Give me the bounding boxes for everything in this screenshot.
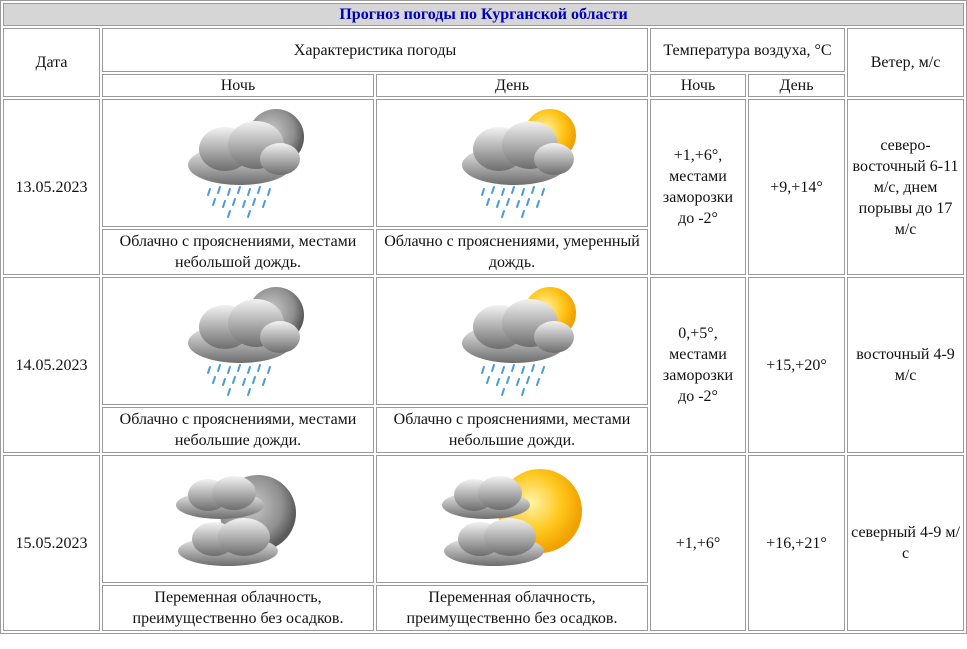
day-description: Переменная облачность, преимущественно без осадков.: [376, 585, 648, 631]
table-title: Прогноз погоды по Курганской области: [3, 3, 964, 26]
wind-cell: северо-восточный 6-11 м/с, днем порывы до 17 м/с: [847, 99, 964, 275]
header-day: День: [376, 74, 648, 97]
day-description: Облачно с прояснениями, умеренный дождь.: [376, 229, 648, 275]
row-date: 15.05.2023: [3, 455, 100, 631]
header-night: Ночь: [102, 74, 374, 97]
temp-day-cell: +9,+14°: [748, 99, 845, 275]
day-weather-image: [376, 277, 648, 405]
cloud-rain-moon-icon: [158, 281, 318, 401]
row-date: 14.05.2023: [3, 277, 100, 453]
temp-night-cell: 0,+5°, местами заморозки до -2°: [650, 277, 746, 453]
night-description: Облачно с прояснениями, местами небольшие дожди.: [102, 407, 374, 453]
header-wind: Ветер, м/с: [847, 28, 964, 97]
night-description: Переменная облачность, преимущественно без осадков.: [102, 585, 374, 631]
cloud-rain-sun-icon: [432, 281, 592, 401]
night-weather-image: [102, 277, 374, 405]
temp-day-cell: +16,+21°: [748, 455, 845, 631]
night-weather-image: [102, 455, 374, 583]
temp-night-cell: +1,+6°, местами заморозки до -2°: [650, 99, 746, 275]
temp-day-cell: +15,+20°: [748, 277, 845, 453]
night-description: Облачно с прояснениями, местами небольшой дождь.: [102, 229, 374, 275]
night-weather-image: [102, 99, 374, 227]
header-characteristic: Характеристика погоды: [102, 28, 648, 72]
cloud-rain-moon-icon: [158, 103, 318, 223]
day-weather-image: [376, 99, 648, 227]
partly-cloudy-moon-icon: [158, 459, 318, 579]
cloud-rain-sun-icon: [432, 103, 592, 223]
row-date: 13.05.2023: [3, 99, 100, 275]
header-temperature: Температура воздуха, °С: [650, 28, 845, 72]
header-temp-day: День: [748, 74, 845, 97]
header-temp-night: Ночь: [650, 74, 746, 97]
wind-cell: северный 4-9 м/с: [847, 455, 964, 631]
temp-night-cell: +1,+6°: [650, 455, 746, 631]
header-date: Дата: [3, 28, 100, 97]
wind-cell: восточный 4-9 м/с: [847, 277, 964, 453]
partly-cloudy-sun-icon: [432, 459, 592, 579]
day-description: Облачно с прояснениями, местами небольшие дожди.: [376, 407, 648, 453]
day-weather-image: [376, 455, 648, 583]
